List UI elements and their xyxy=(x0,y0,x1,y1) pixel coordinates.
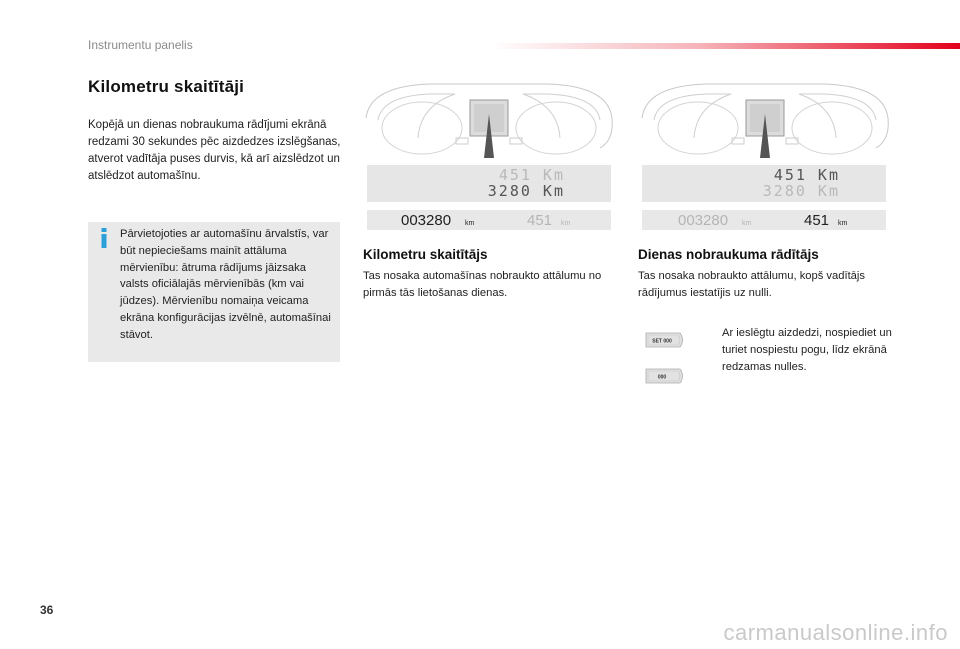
info-text: Pārvietojoties ar automašīnu ārvalstīs, var būt nepieciešams mainīt attāluma mērvienību: ātruma rādījums jāizsaka valsts oficiālajās mērvienībās (km vai jūdzes). Mērvienību nomaiņa veicama ekrāna konfigurācijas izvēlnē, automašīnai stāvot. xyxy=(120,228,331,341)
page-number: 36 xyxy=(40,603,54,617)
info-icon xyxy=(100,228,108,248)
lcd-odometer-reading: 3280 Km xyxy=(487,182,565,200)
odometer-unit: km xyxy=(742,220,752,227)
odometer-unit: km xyxy=(465,220,475,227)
lcd-odometer-reading: 3280 Km xyxy=(762,182,840,200)
odometer-value: 003280 xyxy=(401,212,452,229)
lcd-trip-reading: 451 Km xyxy=(773,166,840,184)
set-000-button-illustration xyxy=(644,330,686,350)
header-section-title: Instrumentu panelis xyxy=(88,38,193,52)
odometer-strip-left xyxy=(367,210,611,230)
instrument-cluster-illustration-right xyxy=(636,78,894,158)
000-button-illustration xyxy=(644,366,686,386)
odometer-strip-right xyxy=(642,210,886,230)
set-000-label: SET 000 xyxy=(652,338,672,345)
bullet-text: Ar ieslēgtu aizdedzi, nospiediet un turiet nospiestu pogu, līdz ekrānā redzamas nulles. xyxy=(722,327,892,373)
intro-paragraph: Kopējā un dienas nobraukuma rādījumi ekrānā redzami 30 sekundes pēc aizdedzes izslēgšanas, atverot vadītāja puses durvis, kā arī aizslēdzot un atslēdzot automašīnu. xyxy=(88,119,341,182)
watermark: carmanualsonline.info xyxy=(723,620,948,645)
trip-value: 451 xyxy=(527,212,553,229)
page-title: Kilometru skaitītāji xyxy=(88,77,245,96)
trip-section-title: Dienas nobraukuma rādītājs xyxy=(638,247,819,262)
trip-section-text: Tas nosaka nobraukto attālumu, kopš vadītājs rādījumus iestatījis uz nulli. xyxy=(638,270,865,299)
trip-unit: km xyxy=(561,220,571,227)
000-label: 000 xyxy=(657,374,667,381)
trip-value: 451 xyxy=(804,212,830,229)
info-box xyxy=(88,222,340,362)
instrument-cluster-illustration-left xyxy=(360,78,618,158)
odometer-section-text: Tas nosaka automašīnas nobraukto attālumu no pirmās tās lietošanas dienas. xyxy=(363,270,602,299)
odometer-value: 003280 xyxy=(678,212,729,229)
trip-unit: km xyxy=(838,220,848,227)
lcd-trip-reading: 451 Km xyxy=(498,166,565,184)
lcd-display-left xyxy=(367,165,611,202)
header-accent-bar xyxy=(490,43,960,49)
odometer-section-title: Kilometru skaitītājs xyxy=(363,247,488,262)
lcd-display-right xyxy=(642,165,886,202)
